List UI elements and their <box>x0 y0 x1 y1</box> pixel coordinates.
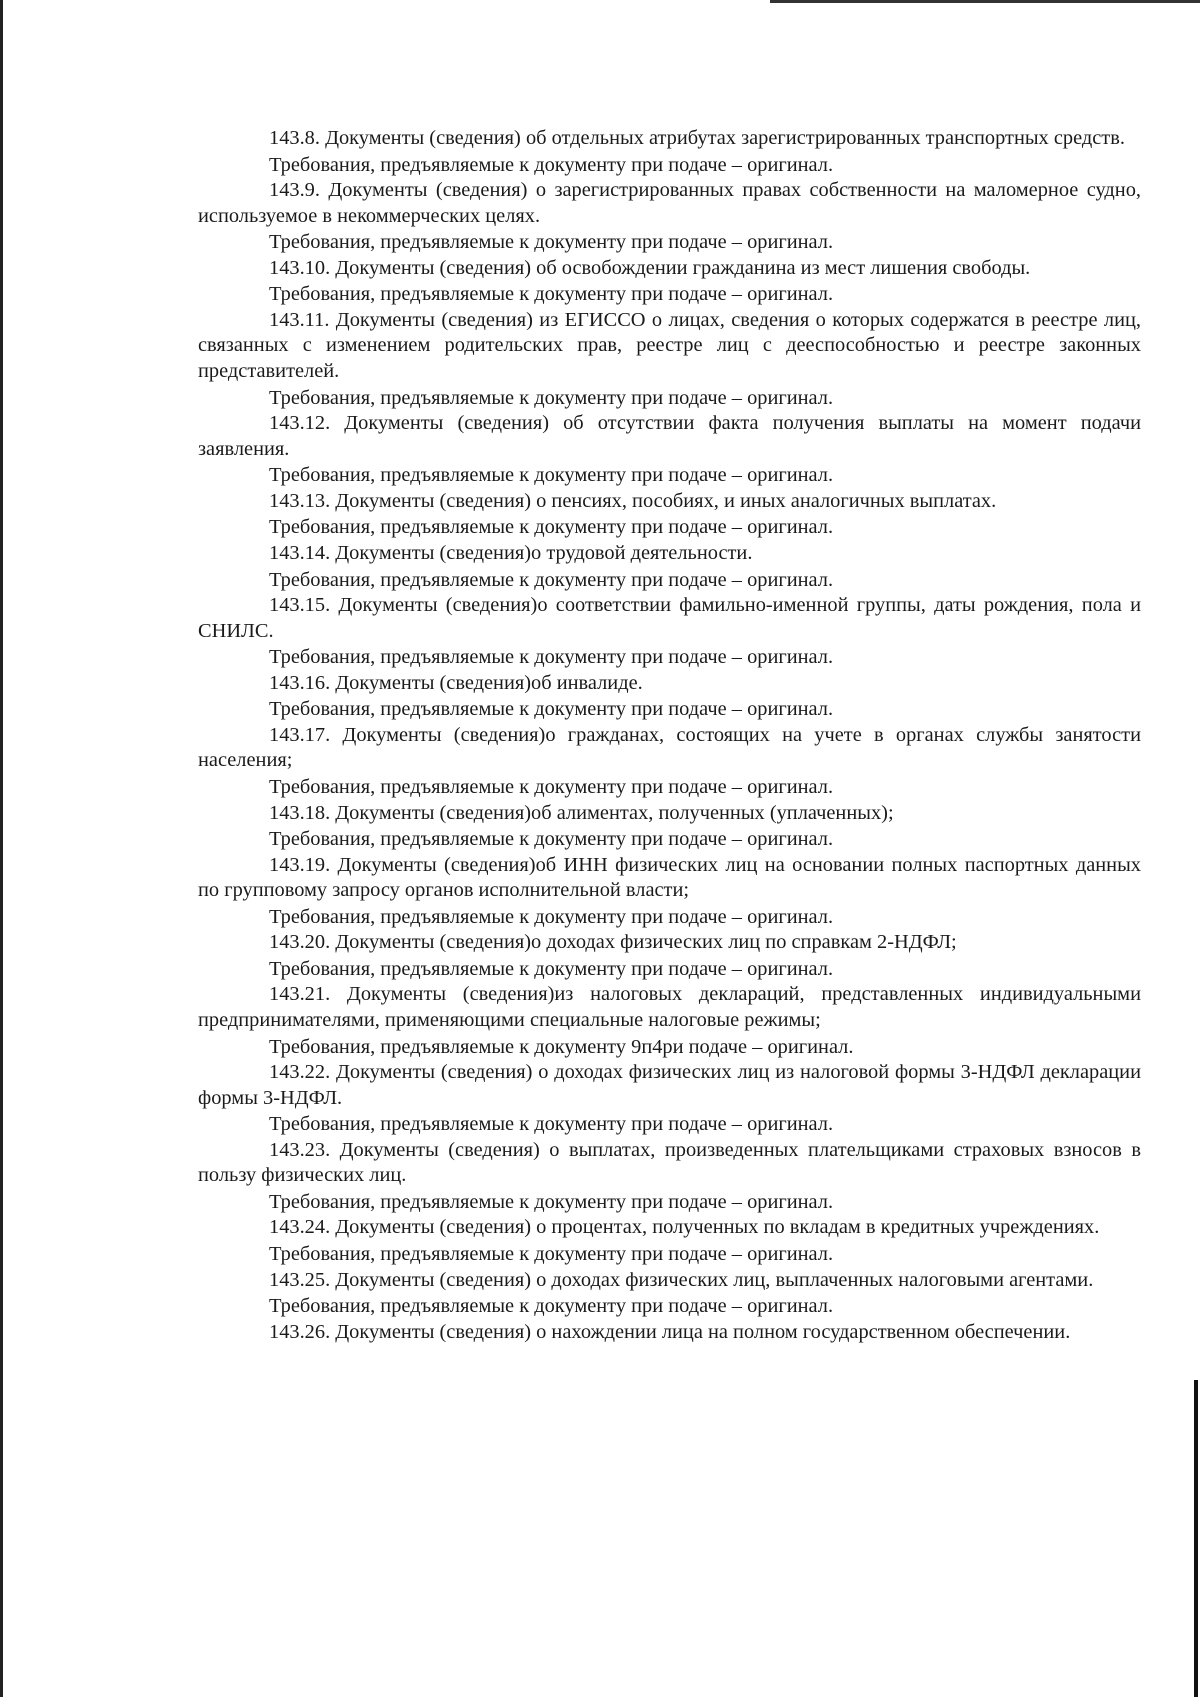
clause-143-16: 143.16. Документы (сведения)об инвалиде. <box>269 671 643 694</box>
clause-143-24: 143.24. Документы (сведения) о процентах, полученных по вкладам в кредитных учреждениях. <box>269 1216 1100 1239</box>
requirement-143-8: Требования, предъявляемые к документу при подаче – оригинал. <box>269 153 834 176</box>
clause-143-15: 143.15. Документы (сведения)о соответствии фамильно-именной группы, даты рождения, пола и СНИЛС. <box>198 594 1141 642</box>
clause-143-11: 143.11. Документы (сведения) из ЕГИССО о лицах, сведения о которых содержатся в реестре лиц, связанных с изменением родительских прав, реестре лиц с дееспособностью и реестре законных представителей. <box>198 308 1141 383</box>
requirement-143-17: Требования, предъявляемые к документу при подаче – оригинал. <box>269 776 834 798</box>
requirement-143-20: Требования, предъявляемые к документу при подаче – оригинал. <box>269 957 834 980</box>
clause-143-8: 143.8. Документы (сведения) об отдельных атрибутах зарегистрированных транспортных средств. <box>269 127 1125 149</box>
requirement-143-19: Требования, предъявляемые к документу при подаче – оригинал. <box>269 905 834 928</box>
requirement-143-23: Требования, предъявляемые к документу при подаче – оригинал. <box>269 1190 834 1213</box>
clause-143-22: 143.22. Документы (сведения) о доходах физических лиц из налоговой формы 3-НДФЛ декларации формы 3-НДФЛ. <box>198 1061 1141 1109</box>
requirement-143-14: Требования, предъявляемые к документу при подаче – оригинал. <box>269 568 834 591</box>
requirement-143-24: Требования, предъявляемые к документу при подаче – оригинал. <box>269 1243 834 1266</box>
clause-143-26: 143.26. Документы (сведения) о нахождении лица на полном государственном обеспечении. <box>269 1320 1071 1343</box>
clause-143-23: 143.23. Документы (сведения) о выплатах, произведенных плательщиками страховых взносов в пользу физических лиц. <box>198 1138 1141 1187</box>
requirement-143-22: Требования, предъявляемые к документу при подаче – оригинал. <box>269 1113 834 1136</box>
clause-143-18: 143.18. Документы (сведения)об алиментах, полученных (уплаченных); <box>269 801 894 824</box>
scan-border-right <box>1194 1380 1198 1697</box>
clause-143-19: 143.19. Документы (сведения)об ИНН физических лиц на основании полных паспортных данных по групповому запросу органов исполнительной власти; <box>198 853 1141 902</box>
clause-143-13: 143.13. Документы (сведения) о пенсиях, пособиях, и иных аналогичных выплатах. <box>269 489 997 512</box>
clause-143-25: 143.25. Документы (сведения) о доходах физических лиц, выплаченных налоговыми агентами. <box>269 1268 1094 1291</box>
clause-143-10: 143.10. Документы (сведения) об освобождении гражданина из мест лишения свободы. <box>269 256 1031 279</box>
clause-143-17: 143.17. Документы (сведения)о гражданах, состоящих на учете в органах службы занятости населения; <box>198 723 1141 772</box>
requirement-143-11: Требования, предъявляемые к документу при подаче – оригинал. <box>269 386 834 409</box>
requirement-143-12: Требования, предъявляемые к документу при подаче – оригинал. <box>269 464 834 487</box>
requirement-143-16: Требования, предъявляемые к документу при подаче – оригинал. <box>269 698 834 721</box>
document-body <box>198 126 1141 1345</box>
clause-143-14: 143.14. Документы (сведения)о трудовой деятельности. <box>269 541 753 564</box>
clause-143-9: 143.9. Документы (сведения) о зарегистрированных правах собственности на маломерное судно, используемое в некоммерческих целях. <box>198 179 1141 227</box>
requirement-143-15: Требования, предъявляемые к документу при подаче – оригинал. <box>269 646 834 669</box>
requirement-143-13: Требования, предъявляемые к документу при подаче – оригинал. <box>269 516 834 539</box>
requirement-143-21: Требования, предъявляемые к документу 9п4ри подаче – оригинал. <box>269 1035 854 1058</box>
scan-border-top <box>770 0 1200 3</box>
clause-143-20: 143.20. Документы (сведения)о доходах физических лиц по справкам 2-НДФЛ; <box>269 931 957 954</box>
clause-143-12: 143.12. Документы (сведения) об отсутствии факта получения выплаты на момент подачи заявления. <box>198 412 1141 460</box>
scan-border-left <box>0 0 3 1697</box>
requirement-143-10: Требования, предъявляемые к документу при подаче – оригинал. <box>269 283 834 306</box>
requirement-143-25: Требования, предъявляемые к документу при подаче – оригинал. <box>269 1295 834 1318</box>
requirement-143-18: Требования, предъявляемые к документу при подаче – оригинал. <box>269 828 834 851</box>
clause-143-21: 143.21. Документы (сведения)из налоговых деклараций, представленных индивидуальными предпринимателями, применяющими специальные налоговые режимы; <box>198 983 1141 1031</box>
requirement-143-9: Требования, предъявляемые к документу при подаче – оригинал. <box>269 231 834 254</box>
